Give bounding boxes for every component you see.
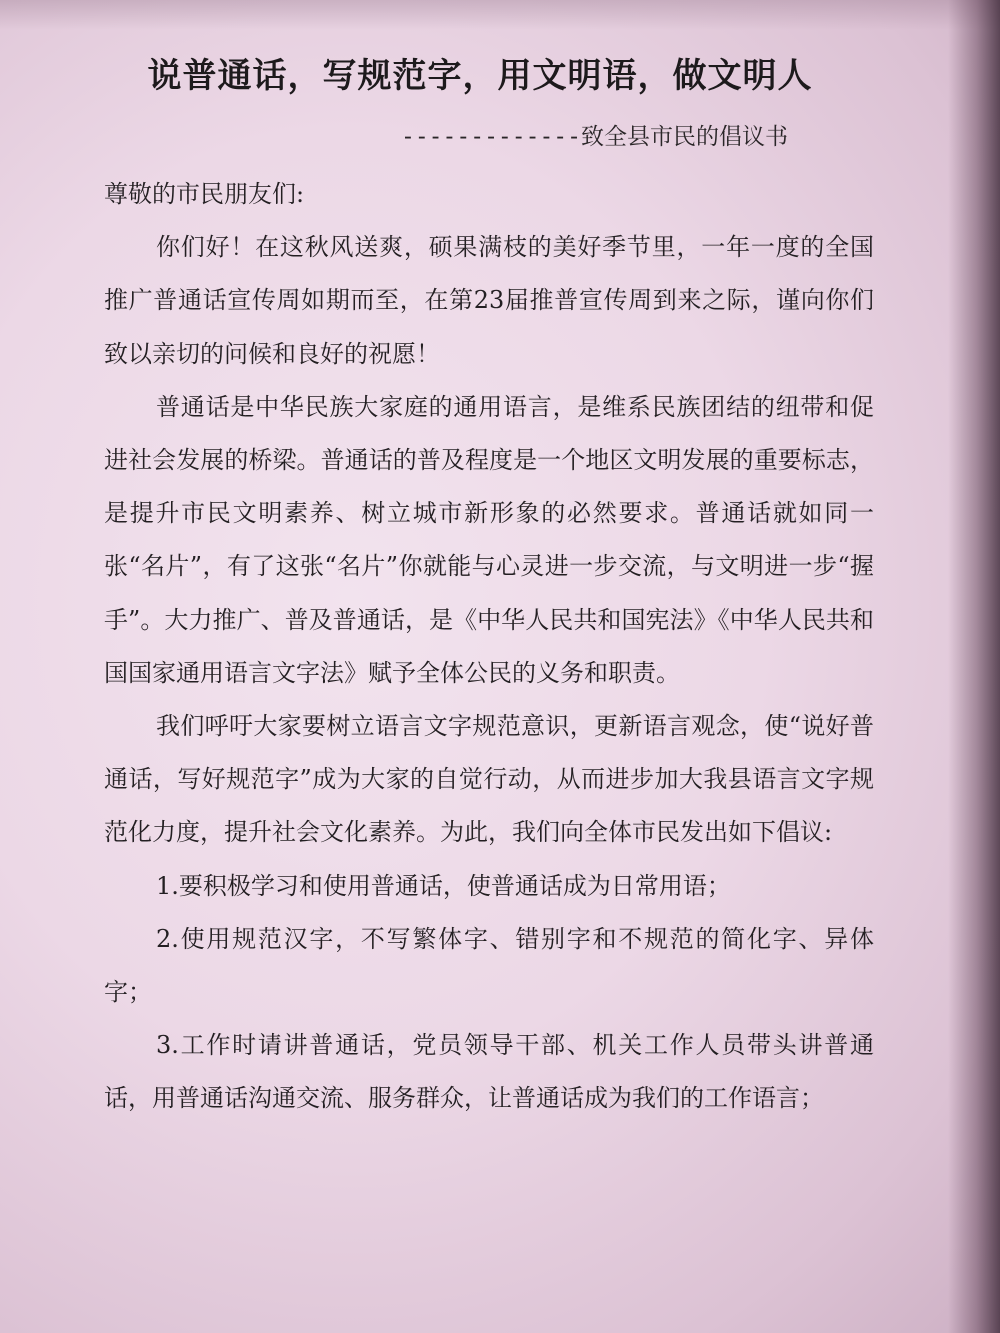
proposal-item-3: 3.工作时请讲普通话，党员领导干部、机关工作人员带头讲普通话，用普通话沟通交流、服务群众，让普通话成为我们的工作语言；	[104, 1031, 874, 1113]
proposal-item-1: 1.要积极学习和使用普通话，使普通话成为日常用语；	[156, 871, 731, 900]
paragraph-greeting: 你们好！在这秋风送爽，硕果满枝的美好季节里，一年一度的全国推广普通话宣传周如期而至，在第23届推普宣传周到来之际，谨向你们致以亲切的问候和良好的祝愿！	[104, 233, 874, 368]
salutation: 尊敬的市民朋友们:	[104, 180, 305, 208]
paragraph-appeal: 我们呼吁大家要树立语言文字规范意识，更新语言观念，使“说好普通话，写好规范字”成为大家的自觉行动，从而进步加大我县语言文字规范化力度，提升社会文化素养。为此，我们向全体市民发出如下倡议:	[104, 712, 874, 847]
proposal-item-2: 2.使用规范汉字，不写繁体字、错别字和不规范的简化字、异体字；	[104, 924, 874, 1007]
document-body	[104, 168, 874, 1126]
page-shadow-top	[0, 0, 1000, 30]
paragraph-importance: 普通话是中华民族大家庭的通用语言，是维系民族团结的纽带和促进社会发展的桥梁。普通话的普及程度是一个地区文明发展的重要标志，是提升市民文明素养、树立城市新形象的必然要求。普通话就如同一张“名片”，有了这张“名片”你就能与心灵进一步交流，与文明进一步“握手”。大力推广、普及普通话，是《中华人民共和国宪法》《中华人民共和国国家通用语言文字法》赋予全体公民的义务和职责。	[104, 392, 874, 687]
document-subtitle: -------------致全县市民的倡议书	[400, 124, 788, 150]
page-shadow-right	[948, 0, 1000, 1333]
document-title: 说普通话，写规范字，用文明语，做文明人	[147, 56, 813, 96]
